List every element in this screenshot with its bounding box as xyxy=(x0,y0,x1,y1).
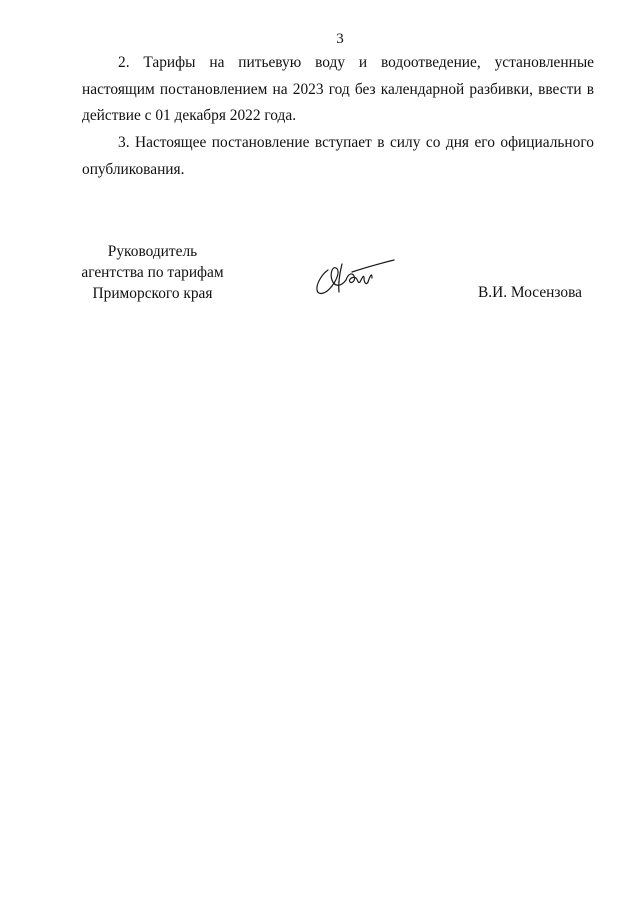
paragraph-tariffs: 2. Тарифы на питьевую воду и водоотведение, установленные настоящим постановлением на 2023 год без календарной разбивки, ввести в действие с 01 декабря 2022 года. xyxy=(82,54,594,124)
signatory-name: В.И. Мосензова xyxy=(478,284,582,301)
handwritten-signature-icon xyxy=(312,258,397,300)
paragraph-effective-date: 3. Настоящее постановление вступает в силу со дня его официального опубликования. xyxy=(82,134,594,178)
signatory-position-line: Руководитель xyxy=(107,243,198,260)
page-number: 3 xyxy=(336,31,344,47)
signatory-position-line: Приморского края xyxy=(92,285,213,302)
signatory-position-line: агентства по тарифам xyxy=(81,264,224,281)
signatory-position xyxy=(70,241,235,304)
